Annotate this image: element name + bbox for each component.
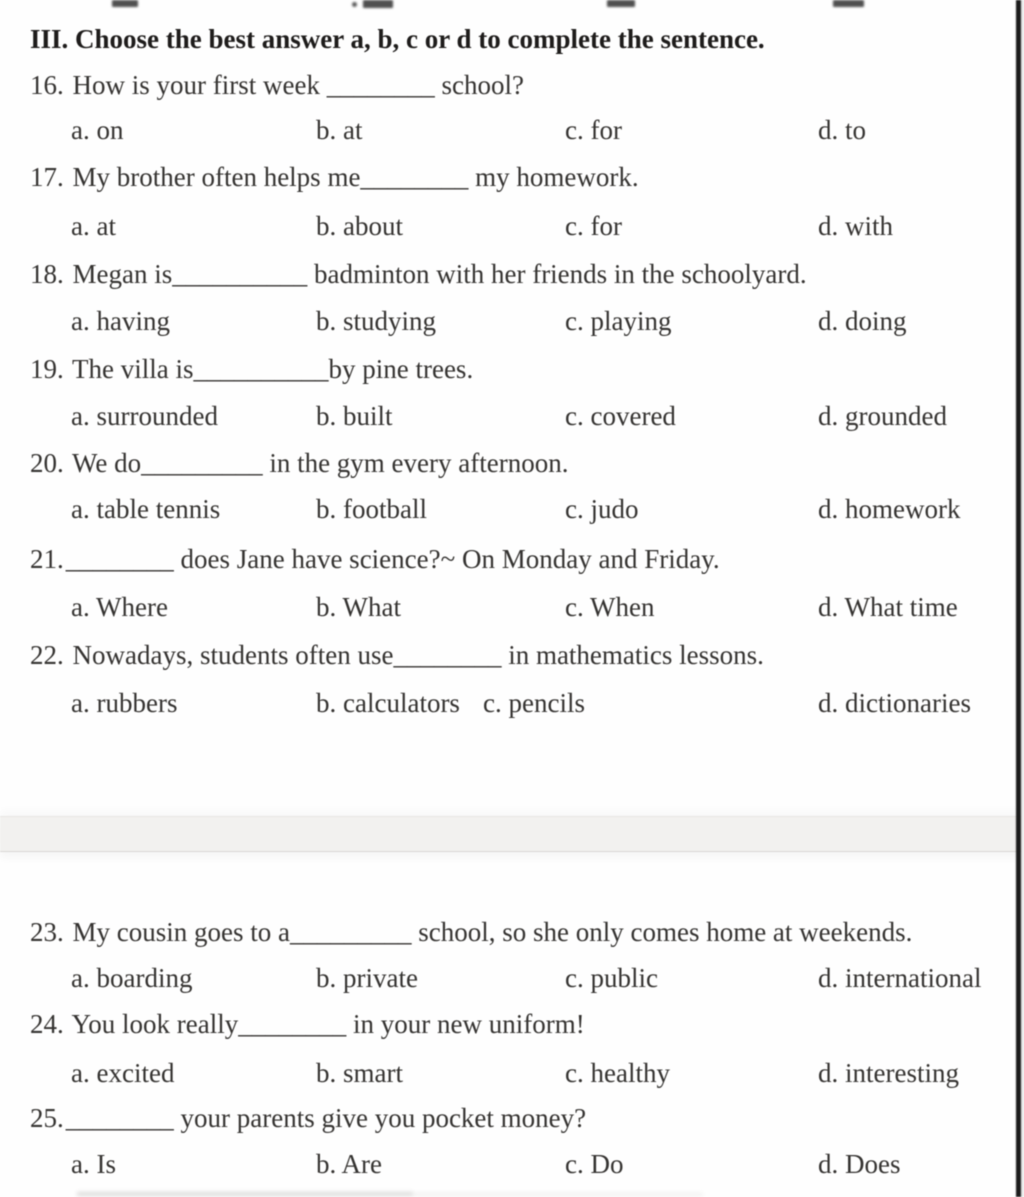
question-22-option-b: b. calculators <box>316 688 460 718</box>
page-separator-band <box>0 816 1024 852</box>
question-23 <box>30 915 912 949</box>
question-24-number: 24. <box>30 1009 64 1039</box>
question-24-option-b: b. smart <box>316 1058 403 1088</box>
question-20-option-c: c. judo <box>565 494 639 524</box>
question-18 <box>30 257 807 291</box>
question-18-option-c: c. playing <box>565 306 672 336</box>
cropped-text-artifact <box>607 0 635 7</box>
question-20-option-a: a. table tennis <box>71 494 221 524</box>
cropped-text-artifact <box>77 1192 413 1196</box>
question-20-option-d: d. homework <box>818 494 961 524</box>
question-21 <box>30 542 720 576</box>
question-23-option-d: d. international <box>818 963 982 993</box>
question-22-number: 22. <box>30 640 64 670</box>
question-16-option-b: b. at <box>316 115 363 145</box>
question-25-option-c: c. Do <box>565 1149 624 1179</box>
question-19-option-c: c. covered <box>565 401 676 431</box>
cropped-text-artifact <box>413 1193 703 1196</box>
question-24-option-d: d. interesting <box>818 1058 959 1088</box>
question-23-text: My cousin goes to a_________ school, so she only comes home at weekends. <box>65 917 913 947</box>
question-25-option-d: d. Does <box>818 1149 901 1179</box>
question-18-option-b: b. studying <box>316 306 437 336</box>
question-18-option-a: a. having <box>71 306 170 336</box>
question-21-text: ________ does Jane have science?~ On Monday and Friday. <box>65 544 720 574</box>
question-25-number: 25. <box>30 1103 64 1133</box>
question-20 <box>30 446 568 480</box>
question-17-text: My brother often helps me________ my homework. <box>65 162 639 192</box>
question-25-text: ________ your parents give you pocket money? <box>65 1103 587 1133</box>
question-23-option-c: c. public <box>565 963 658 993</box>
question-24 <box>30 1007 585 1041</box>
question-25-option-a: a. Is <box>71 1149 116 1179</box>
question-18-number: 18. <box>30 259 64 289</box>
cropped-text-artifact <box>352 2 357 7</box>
question-25 <box>30 1101 586 1135</box>
question-21-option-c: c. When <box>565 592 655 622</box>
question-24-option-c: c. healthy <box>565 1058 670 1088</box>
cropped-text-artifact <box>112 0 138 7</box>
question-21-option-a: a. Where <box>71 592 168 622</box>
question-21-option-d: d. What time <box>818 592 958 622</box>
question-19-option-b: b. built <box>316 401 393 431</box>
scan-edge-line <box>1016 0 1021 1197</box>
question-16-option-c: c. for <box>565 115 622 145</box>
question-22 <box>30 638 764 672</box>
question-18-text: Megan is__________ badminton with her friends in the schoolyard. <box>65 259 807 289</box>
question-21-number: 21. <box>30 544 64 574</box>
question-17-number: 17. <box>30 162 64 192</box>
question-25-option-b: b. Are <box>316 1149 382 1179</box>
question-23-number: 23. <box>30 917 64 947</box>
question-24-option-a: a. excited <box>71 1058 175 1088</box>
question-16-number: 16. <box>30 70 64 100</box>
question-16-text: How is your first week ________ school? <box>65 70 524 100</box>
question-16-option-a: a. on <box>71 115 124 145</box>
question-20-text: We do_________ in the gym every afternoon. <box>65 448 569 478</box>
cropped-text-artifact <box>833 0 864 7</box>
question-16 <box>30 68 524 102</box>
question-17-option-d: d. with <box>818 211 894 241</box>
question-22-option-d: d. dictionaries <box>818 688 971 718</box>
section-heading: III. Choose the best answer a, b, c or d to complete the sentence. <box>30 24 765 54</box>
question-19-option-d: d. grounded <box>818 401 947 431</box>
question-20-number: 20. <box>30 448 64 478</box>
cropped-text-artifact <box>363 0 393 8</box>
question-17 <box>30 160 639 194</box>
question-21-option-b: b. What <box>316 592 401 622</box>
question-22-text: Nowadays, students often use________ in mathematics lessons. <box>65 640 764 670</box>
question-23-option-a: a. boarding <box>71 963 193 993</box>
question-19-number: 19. <box>30 354 64 384</box>
question-19-text: The villa is__________by pine trees. <box>65 354 474 384</box>
question-17-option-c: c. for <box>565 211 622 241</box>
question-17-option-b: b. about <box>316 211 403 241</box>
question-19 <box>30 352 473 386</box>
question-24-text: You look really________ in your new uniform! <box>65 1009 585 1039</box>
question-23-option-b: b. private <box>316 963 418 993</box>
question-20-option-b: b. football <box>316 494 427 524</box>
question-19-option-a: a. surrounded <box>71 401 218 431</box>
question-22-option-c: c. pencils <box>483 688 585 718</box>
question-17-option-a: a. at <box>71 211 116 241</box>
question-22-option-a: a. rubbers <box>71 688 178 718</box>
question-18-option-d: d. doing <box>818 306 907 336</box>
question-16-option-d: d. to <box>818 115 867 145</box>
